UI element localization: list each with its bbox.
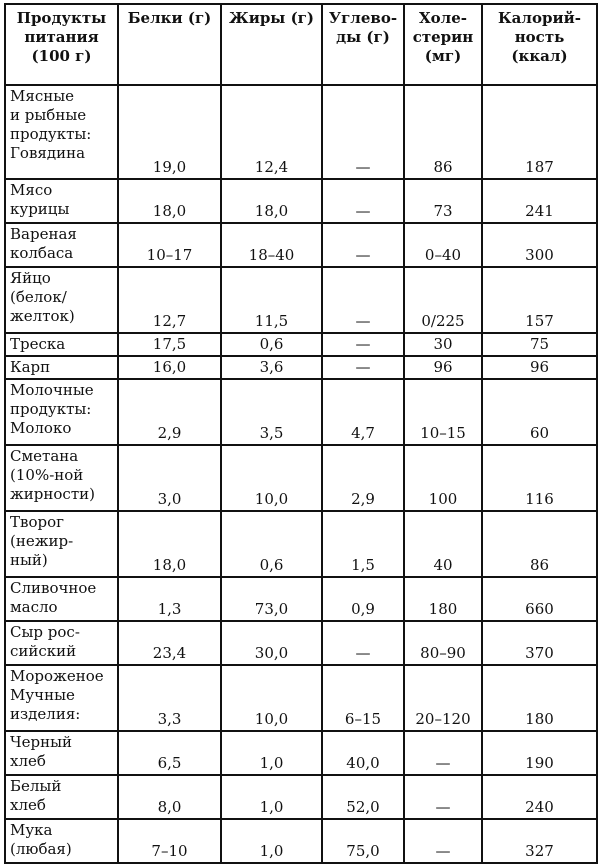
value-cell: — <box>322 621 404 665</box>
value-cell: 12,7 <box>118 267 221 333</box>
product-name-line: (нежир- <box>10 532 74 550</box>
value-cell: 40,0 <box>322 731 404 775</box>
table-row <box>5 356 597 379</box>
table-row <box>5 179 597 223</box>
value-cell: 86 <box>404 85 482 179</box>
table-row <box>5 775 597 819</box>
value-cell: 327 <box>482 819 597 863</box>
value-cell: 300 <box>482 223 597 267</box>
product-name-cell <box>5 511 118 577</box>
product-name-line: сийский <box>10 642 77 660</box>
value-cell: 370 <box>482 621 597 665</box>
product-name-line: Сыр рос- <box>10 623 80 641</box>
value-cell: 52,0 <box>322 775 404 819</box>
value-cell: 180 <box>482 665 597 731</box>
header-line: ды (г) <box>336 28 390 46</box>
header-line: Белки (г) <box>127 9 212 27</box>
value-cell: 157 <box>482 267 597 333</box>
product-name-line: Творог <box>10 513 64 531</box>
value-cell: 1,0 <box>221 731 322 775</box>
nutrition-table <box>4 3 598 864</box>
header-line: стерин <box>412 28 474 46</box>
product-name-line: (10%-ной <box>10 466 84 484</box>
product-name-line: Треска <box>10 335 66 353</box>
value-cell: 3,0 <box>118 445 221 511</box>
product-name-line: Молоко <box>10 419 72 437</box>
value-cell: 30,0 <box>221 621 322 665</box>
value-cell: 240 <box>482 775 597 819</box>
value-cell: 1,0 <box>221 775 322 819</box>
value-cell: 75 <box>482 333 597 356</box>
header-line: питания <box>24 28 99 46</box>
value-cell: 10,0 <box>221 445 322 511</box>
value-cell: 18,0 <box>118 511 221 577</box>
product-name-line: масло <box>10 598 58 616</box>
product-name-line: Сливочное <box>10 579 97 597</box>
product-name-cell <box>5 333 118 356</box>
table-row <box>5 731 597 775</box>
value-cell: 3,3 <box>118 665 221 731</box>
header-carbs <box>322 4 404 85</box>
value-cell: — <box>322 267 404 333</box>
header-row <box>5 4 597 85</box>
table-row <box>5 445 597 511</box>
product-name-cell <box>5 179 118 223</box>
product-name-cell <box>5 267 118 333</box>
product-name-cell <box>5 775 118 819</box>
product-name-line: (любая) <box>10 840 72 858</box>
value-cell: 96 <box>482 356 597 379</box>
value-cell: 3,5 <box>221 379 322 445</box>
product-name-cell <box>5 379 118 445</box>
product-name-line: Мучные <box>10 686 75 704</box>
value-cell: 7–10 <box>118 819 221 863</box>
product-name-line: изделия: <box>10 705 81 723</box>
value-cell: 30 <box>404 333 482 356</box>
value-cell: 116 <box>482 445 597 511</box>
header-line: Углево- <box>328 9 398 27</box>
product-name-line: желток) <box>10 307 75 325</box>
value-cell: — <box>322 85 404 179</box>
value-cell: 660 <box>482 577 597 621</box>
product-name-line: и рыбные <box>10 106 87 124</box>
product-name-cell <box>5 85 118 179</box>
value-cell: 1,0 <box>221 819 322 863</box>
product-name-cell <box>5 445 118 511</box>
header-line: Жиры (г) <box>229 9 314 27</box>
value-cell: 1,3 <box>118 577 221 621</box>
table-body <box>5 85 597 863</box>
value-cell: 1,5 <box>322 511 404 577</box>
product-name-cell <box>5 223 118 267</box>
product-name-line: курицы <box>10 200 70 218</box>
value-cell: 12,4 <box>221 85 322 179</box>
value-cell: — <box>322 223 404 267</box>
table-row <box>5 223 597 267</box>
value-cell: 19,0 <box>118 85 221 179</box>
value-cell: 6–15 <box>322 665 404 731</box>
product-name-line: продукты: <box>10 125 92 143</box>
value-cell: 0,6 <box>221 333 322 356</box>
table-row <box>5 511 597 577</box>
product-name-line: колбаса <box>10 244 74 262</box>
value-cell: 73 <box>404 179 482 223</box>
value-cell: 18,0 <box>221 179 322 223</box>
value-cell: 241 <box>482 179 597 223</box>
product-name-line: ный) <box>10 551 48 569</box>
value-cell: 18,0 <box>118 179 221 223</box>
value-cell: 23,4 <box>118 621 221 665</box>
value-cell: 190 <box>482 731 597 775</box>
product-name-line: Вареная <box>10 225 77 243</box>
header-line: (100 г) <box>31 47 92 65</box>
table-row <box>5 577 597 621</box>
value-cell: 20–120 <box>404 665 482 731</box>
value-cell: 10–15 <box>404 379 482 445</box>
value-cell: 2,9 <box>322 445 404 511</box>
product-name-line: (белок/ <box>10 288 67 306</box>
header-line: Калорий- <box>498 9 581 27</box>
product-name-line: Молочные <box>10 381 94 399</box>
product-name-line: Яйцо <box>10 269 51 287</box>
value-cell: 18–40 <box>221 223 322 267</box>
header-products <box>5 4 118 85</box>
value-cell: 2,9 <box>118 379 221 445</box>
table-row <box>5 267 597 333</box>
header-calories <box>482 4 597 85</box>
value-cell: — <box>322 179 404 223</box>
value-cell: 187 <box>482 85 597 179</box>
product-name-cell <box>5 621 118 665</box>
product-name-line: Карп <box>10 358 51 376</box>
value-cell: 10,0 <box>221 665 322 731</box>
value-cell: 6,5 <box>118 731 221 775</box>
product-name-line: Говядина <box>10 144 86 162</box>
value-cell: 8,0 <box>118 775 221 819</box>
product-name-cell <box>5 356 118 379</box>
value-cell: — <box>322 356 404 379</box>
header-line: Холе- <box>419 9 467 27</box>
product-name-line: Мука <box>10 821 53 839</box>
product-name-line: продукты: <box>10 400 92 418</box>
header-line: (мг) <box>424 47 462 65</box>
value-cell: 40 <box>404 511 482 577</box>
table-row <box>5 85 597 179</box>
value-cell: 75,0 <box>322 819 404 863</box>
product-name-cell <box>5 731 118 775</box>
table-row <box>5 819 597 863</box>
value-cell: 17,5 <box>118 333 221 356</box>
product-name-line: Белый <box>10 777 62 795</box>
value-cell: 11,5 <box>221 267 322 333</box>
value-cell: — <box>404 731 482 775</box>
header-proteins <box>118 4 221 85</box>
product-name-line: хлеб <box>10 752 46 770</box>
table-row <box>5 665 597 731</box>
value-cell: 80–90 <box>404 621 482 665</box>
product-name-line: Мороженое <box>10 667 104 685</box>
value-cell: 180 <box>404 577 482 621</box>
value-cell: 4,7 <box>322 379 404 445</box>
value-cell: 0,9 <box>322 577 404 621</box>
table-row <box>5 379 597 445</box>
product-name-line: Сметана <box>10 447 79 465</box>
product-name-line: Черный <box>10 733 73 751</box>
value-cell: 0,6 <box>221 511 322 577</box>
table-row <box>5 333 597 356</box>
product-name-line: жирности) <box>10 485 95 503</box>
value-cell: 16,0 <box>118 356 221 379</box>
product-name-line: Мясные <box>10 87 75 105</box>
value-cell: 10–17 <box>118 223 221 267</box>
value-cell: 0–40 <box>404 223 482 267</box>
value-cell: 86 <box>482 511 597 577</box>
value-cell: 3,6 <box>221 356 322 379</box>
value-cell: — <box>404 819 482 863</box>
value-cell: 0/225 <box>404 267 482 333</box>
value-cell: — <box>322 333 404 356</box>
value-cell: 73,0 <box>221 577 322 621</box>
header-fats <box>221 4 322 85</box>
value-cell: — <box>404 775 482 819</box>
header-line: ность <box>514 28 565 46</box>
table-row <box>5 621 597 665</box>
header-cholesterol <box>404 4 482 85</box>
product-name-line: Мясо <box>10 181 53 199</box>
value-cell: 60 <box>482 379 597 445</box>
product-name-cell <box>5 665 118 731</box>
value-cell: 100 <box>404 445 482 511</box>
header-line: (ккал) <box>511 47 568 65</box>
product-name-line: хлеб <box>10 796 46 814</box>
product-name-cell <box>5 819 118 863</box>
header-line: Продукты <box>16 9 107 27</box>
product-name-cell <box>5 577 118 621</box>
value-cell: 96 <box>404 356 482 379</box>
